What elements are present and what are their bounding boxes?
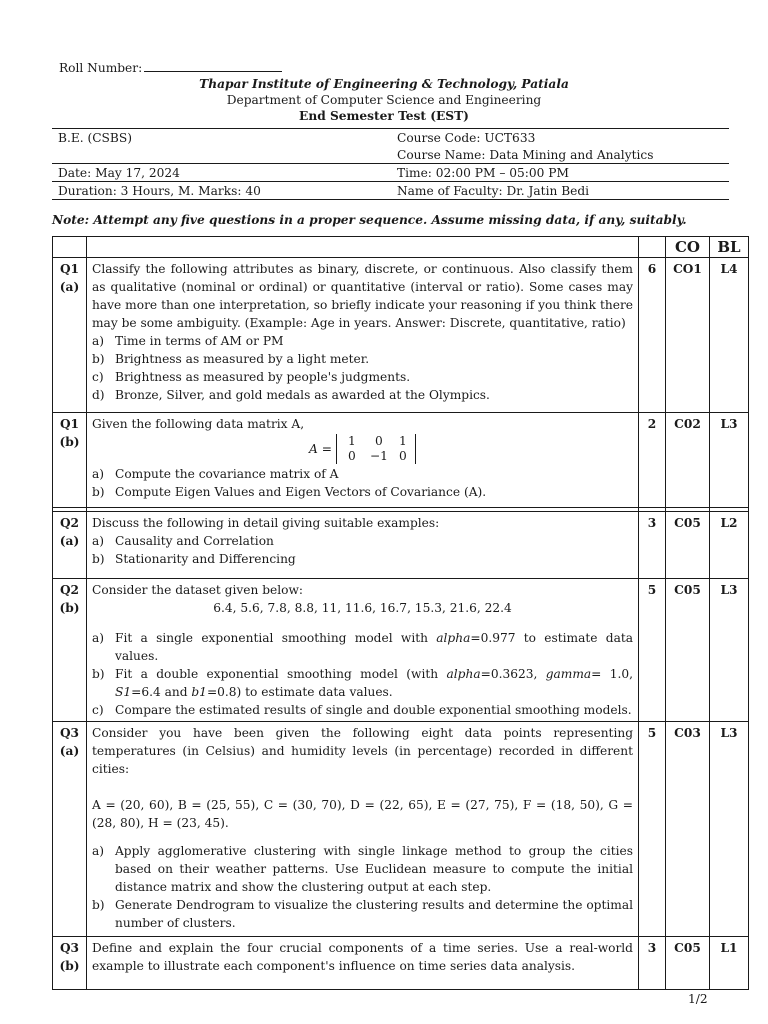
info-row [52, 163, 729, 181]
question-row [53, 722, 749, 937]
sub-option: b) Fit a double exponential smoothing model (with alpha=0.3623, gamma= 1.0, S1=6.4 and b1=0.8) to estimate data values. [92, 667, 634, 699]
header-cell [53, 237, 87, 258]
course-outcome: C05 [666, 937, 710, 990]
data-points: A = (20, 60), B = (25, 55), C = (30, 70), D = (22, 65), E = (27, 75), F = (18, 50), G = (28, 80), H = (23, 45). [92, 798, 633, 830]
course-outcome: CO1 [666, 258, 710, 413]
course-outcome: C05 [666, 512, 710, 579]
blooms-level: L3 [710, 722, 749, 937]
sub-option: a) Causality and Correlation [92, 534, 274, 548]
question-stem: Consider the dataset given below: [92, 583, 303, 597]
question-number: Q1 (a) [53, 258, 87, 413]
info-row [52, 181, 729, 199]
course-outcome: C02 [666, 413, 710, 508]
sub-option: d) Bronze, Silver, and gold medals as awarded at the Olympics. [92, 388, 490, 402]
question-text [87, 579, 639, 722]
dataset-values: 6.4, 5.6, 7.8, 8.8, 11, 11.6, 16.7, 15.3, 21.6, 22.4 [213, 601, 512, 615]
question-row [53, 258, 749, 413]
sub-option: a) Time in terms of AM or PM [92, 334, 284, 348]
exam-date: Date: May 17, 2024 [58, 166, 180, 180]
sub-option: a) Compute the covariance matrix of A [92, 467, 339, 481]
question-stem: Discuss the following in detail giving suitable examples: [92, 516, 440, 530]
course-name: Course Name: Data Mining and Analytics [397, 148, 654, 162]
question-row [53, 512, 749, 579]
sub-option: c) Compare the estimated results of single and double exponential smoothing models. [92, 703, 632, 717]
course-outcome: C03 [666, 722, 710, 937]
question-stem: Given the following data matrix A, [92, 417, 305, 431]
data-matrix: A = 1 0 1 0 −1 0 [92, 434, 633, 464]
table-header-row [53, 237, 749, 258]
questions-table [52, 236, 749, 990]
question-text [87, 512, 639, 579]
question-text [87, 258, 639, 413]
blooms-level: L1 [710, 937, 749, 990]
header-cell [87, 237, 639, 258]
blooms-level: L4 [710, 258, 749, 413]
question-number: Q1 (b) [53, 413, 87, 508]
sub-option: a) Apply agglomerative clustering with single linkage method to group the cities based on their weather patterns. Use Euclidean measure to compute the initial distance matrix and show the clustering output at each step. [92, 844, 633, 894]
question-row [53, 413, 749, 508]
question-text [87, 413, 639, 508]
question-row [53, 579, 749, 722]
marks: 5 [639, 579, 666, 722]
question-stem: Define and explain the four crucial components of a time series. Use a real-world example to illustrate each component's influence on time series data analysis. [92, 941, 633, 973]
marks: 5 [639, 722, 666, 937]
question-number: Q3 (b) [53, 937, 87, 990]
marks: 3 [639, 512, 666, 579]
sub-option: b) Generate Dendrogram to visualize the clustering results and determine the optimal number of clusters. [92, 898, 633, 930]
roll-number-blank [144, 59, 282, 72]
sub-option: b) Compute Eigen Values and Eigen Vectors of Covariance (A). [92, 485, 487, 499]
info-row [52, 146, 729, 163]
question-number: Q2 (b) [53, 579, 87, 722]
course-info-block [52, 128, 729, 200]
exam-duration: Duration: 3 Hours, M. Marks: 40 [58, 184, 261, 198]
program: B.E. (CSBS) [58, 131, 132, 145]
sub-option: c) Brightness as measured by people's judgments. [92, 370, 411, 384]
institute-name: Thapar Institute of Engineering & Technology, Patiala [199, 77, 569, 91]
header-cell [639, 237, 666, 258]
course-outcome: C05 [666, 579, 710, 722]
page-number: 1/2 [688, 992, 708, 1006]
info-row [52, 129, 729, 146]
course-code: Course Code: UCT633 [397, 131, 536, 145]
question-number: Q2 (a) [53, 512, 87, 579]
question-text [87, 722, 639, 937]
co-header: CO [666, 237, 710, 258]
blooms-level: L3 [710, 413, 749, 508]
roll-number-label: Roll Number: [59, 61, 143, 75]
question-text [87, 937, 639, 990]
sub-option: b) Brightness as measured by a light meter. [92, 352, 370, 366]
question-number: Q3 (a) [53, 722, 87, 937]
bl-header: BL [710, 237, 749, 258]
question-stem: Classify the following attributes as binary, discrete, or continuous. Also classify them as qualitative (nominal or ordinal) or quantitative (interval or ratio). Some cases may have more than one interpretation, so briefly indicate your reasoning if you think there may be some ambiguity. (Example: Age in years. Answer: Discrete, quantitative, ratio) [92, 262, 633, 330]
marks: 6 [639, 258, 666, 413]
faculty-name: Name of Faculty: Dr. Jatin Bedi [397, 184, 590, 198]
question-stem: Consider you have been given the following eight data points representing temperatures (in Celsius) and humidity levels (in percentage) recorded in different cities: [92, 726, 633, 776]
marks: 2 [639, 413, 666, 508]
test-title: End Semester Test (EST) [299, 109, 469, 123]
question-row [53, 937, 749, 990]
sub-option: a) Fit a single exponential smoothing model with alpha=0.977 to estimate data values. [92, 631, 634, 663]
exam-time: Time: 02:00 PM – 05:00 PM [397, 166, 569, 180]
blooms-level: L2 [710, 512, 749, 579]
instructions-note: Note: Attempt any five questions in a proper sequence. Assume missing data, if any, suitably. [52, 213, 687, 227]
department-name: Department of Computer Science and Engineering [226, 93, 542, 107]
marks: 3 [639, 937, 666, 990]
blooms-level: L3 [710, 579, 749, 722]
sub-option: b) Stationarity and Differencing [92, 552, 296, 566]
